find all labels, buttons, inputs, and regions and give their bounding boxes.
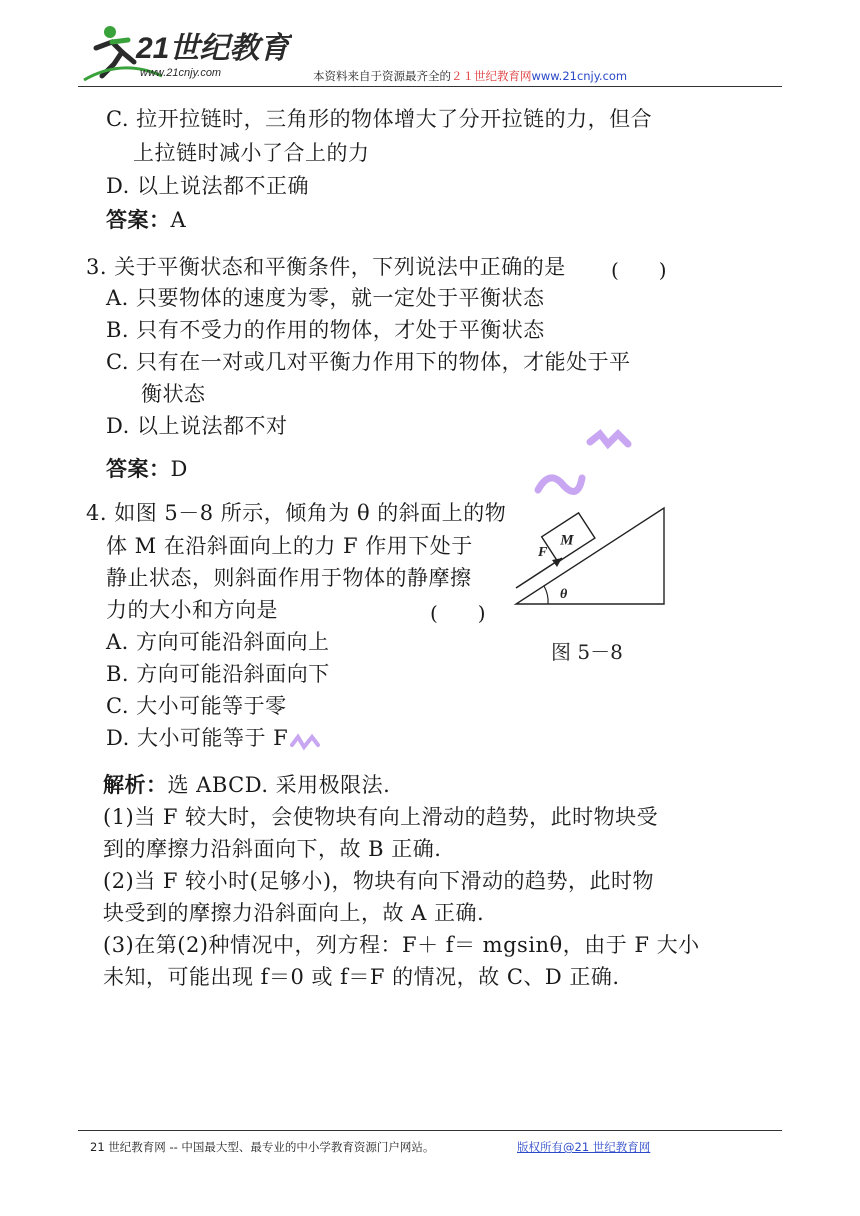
q4-option-d: D. 大小可能等于 F	[106, 726, 289, 750]
watermark-mark	[520, 428, 640, 498]
figure-caption: 图 5－8	[551, 640, 623, 664]
block-m	[542, 513, 595, 562]
q4-option-c: C. 大小可能等于零	[106, 694, 287, 718]
angle-label: θ	[560, 587, 568, 602]
q4-answer-blank: ( )	[430, 601, 486, 625]
analysis-p3-line2: 未知，可能出现 f＝0 或 f＝F 的情况，故 C、D 正确.	[103, 965, 620, 989]
force-arrowhead	[552, 558, 562, 567]
q2-answer	[106, 207, 186, 233]
site-logo	[82, 18, 292, 88]
analysis-intro-text: 选 ABCD. 采用极限法.	[167, 773, 391, 797]
q2-option-c-line2: 上拉链时减小了合上的力	[133, 141, 370, 165]
q2-answer-value: A	[170, 208, 187, 232]
q3-option-c-line1: C. 只有在一对或几对平衡力作用下的物体，才能处于平	[106, 350, 631, 374]
q3-answer-label: 答案：	[106, 456, 171, 481]
footer-rule	[78, 1130, 782, 1131]
logo-text: 21世纪教育	[136, 32, 290, 65]
q2-answer-label: 答案：	[106, 207, 171, 232]
force-label: F	[538, 545, 548, 560]
logo-url: www.21cnjy.com	[140, 67, 222, 79]
q3-option-a: A. 只要物体的速度为零，就一定处于平衡状态	[106, 286, 545, 310]
block-label: M	[560, 532, 574, 549]
header-note-prefix: 本资料来自于资源最齐全的	[313, 69, 451, 83]
q4-stem-line2: 体 M 在沿斜面向上的力 F 作用下处于	[106, 534, 473, 558]
q3-option-c-line2: 衡状态	[141, 382, 206, 406]
analysis-p1-line2: 到的摩擦力沿斜面向下，故 B 正确.	[103, 837, 442, 861]
header-note-site: ２１世纪教育网	[451, 69, 532, 83]
copyright-link[interactable]: 版权所有@21 世纪教育网	[517, 1140, 651, 1154]
q3-stem: 3. 关于平衡状态和平衡条件，下列说法中正确的是	[86, 255, 566, 279]
q4-stem-line3: 静止状态，则斜面作用于物体的静摩擦	[106, 566, 472, 590]
q4-stem-line4: 力的大小和方向是	[106, 598, 278, 622]
q2-option-c-line1: C. 拉开拉链时，三角形的物体增大了分开拉链的力，但合	[106, 107, 653, 131]
analysis-label: 解析：	[103, 772, 168, 797]
watermark-fragment	[290, 733, 320, 757]
q3-answer	[106, 456, 188, 482]
header-rule	[78, 86, 782, 87]
q2-option-d: D. 以上说法都不正确	[106, 174, 309, 198]
q4-option-b: B. 方向可能沿斜面向下	[106, 662, 330, 686]
analysis-p2-line2: 块受到的摩擦力沿斜面向上，故 A 正确.	[103, 901, 485, 925]
footer-text: 21 世纪教育网 -- 中国最大型、最专业的中小学教育资源门户网站。	[90, 1140, 435, 1154]
analysis-p1-line1: (1)当 F 较大时，会使物块有向上滑动的趋势，此时物块受	[103, 805, 659, 829]
q4-stem-line1: 4. 如图 5－8 所示，倾角为 θ 的斜面上的物	[86, 501, 507, 525]
analysis-p2-line1: (2)当 F 较小时(足够小)，物块有向下滑动的趋势，此时物	[103, 869, 655, 893]
q3-option-b: B. 只有不受力的作用的物体，才处于平衡状态	[106, 318, 545, 342]
header-note-link[interactable]: www.21cnjy.com	[531, 69, 628, 83]
header-note	[313, 68, 627, 84]
q4-option-a: A. 方向可能沿斜面向上	[106, 630, 330, 654]
analysis-p3-line1: (3)在第(2)种情况中，列方程：F＋ f＝ mgsinθ，由于 F 大小	[103, 933, 700, 957]
q3-option-d: D. 以上说法都不对	[106, 414, 288, 438]
analysis-intro	[103, 772, 390, 798]
incline-figure	[510, 500, 670, 612]
angle-arc	[544, 586, 548, 604]
q3-answer-blank: ( )	[611, 258, 667, 282]
q3-answer-value: D	[170, 457, 188, 481]
